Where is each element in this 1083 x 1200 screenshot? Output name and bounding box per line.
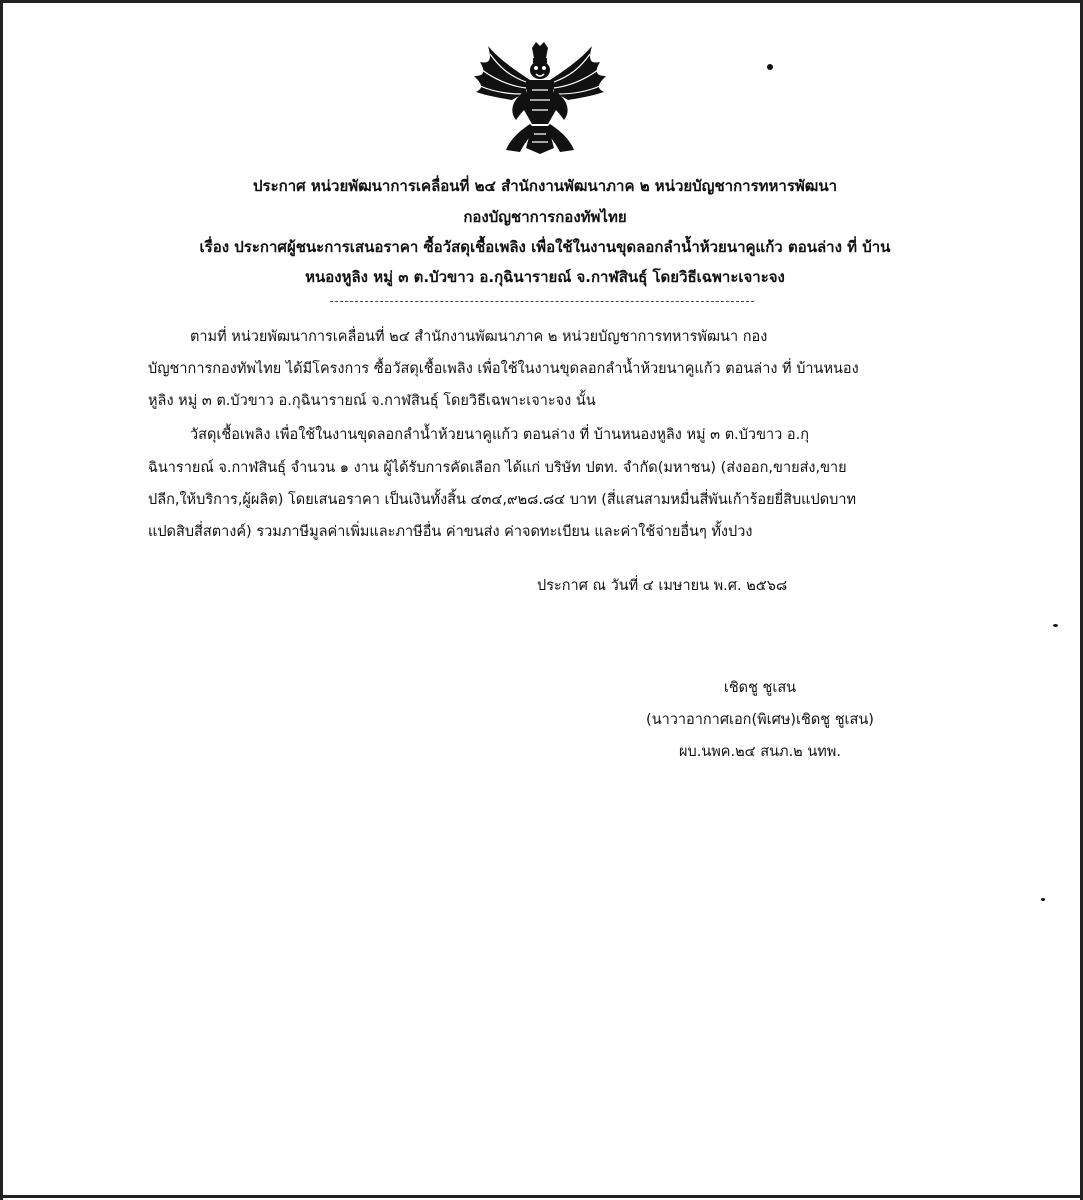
paragraph2-line4: แปดสิบสี่สตางค์) รวมภาษีมูลค่าเพิ่มและภาษีอื่น ค่าขนส่ง ค่าจดทะเบียน และค่าใช้จ่ายอื่นๆ ทั้งปวง: [148, 524, 753, 540]
garuda-emblem-icon: [470, 40, 610, 155]
paragraph2-line2: ฉินารายณ์ จ.กาฬสินธุ์ จำนวน ๑ งาน ผู้ได้รับการคัดเลือก ได้แก่ บริษัท ปตท. จำกัด(มหาชน) (ส่งออก,ขายส่ง,ขาย: [148, 460, 847, 476]
signature-name: เชิดชู ชูเสน: [723, 680, 797, 696]
paragraph1-line3: หูลิง หมู่ ๓ ต.บัวขาว อ.กุฉินารายณ์ จ.กาฬสินธุ์ โดยวิธีเฉพาะเจาะจง นั้น: [148, 393, 596, 409]
announcement-title-line1: ประกาศ หน่วยพัฒนาการเคลื่อนที่ ๒๔ สำนักงานพัฒนาภาค ๒ หน่วยบัญชาการทหารพัฒนา: [253, 177, 837, 195]
header-divider: [330, 301, 754, 302]
signature-position: ผบ.นพค.๒๔ สนภ.๒ นทพ.: [679, 744, 841, 760]
announcement-title-line2: กองบัญชาการกองทัพไทย: [463, 208, 627, 226]
scan-speck: [1041, 898, 1045, 901]
scan-border-bottom: [0, 1195, 1083, 1198]
announcement-subject-line2: หนองหูลิง หมู่ ๓ ต.บัวขาว อ.กุฉินารายณ์ จ.กาฬสินธุ์ โดยวิธีเฉพาะเจาะจง: [305, 268, 785, 286]
scan-border-left: [0, 0, 3, 1200]
scan-speck: [1053, 624, 1058, 627]
paragraph1-line1: ตามที่ หน่วยพัฒนาการเคลื่อนที่ ๒๔ สำนักงานพัฒนาภาค ๒ หน่วยบัญชาการทหารพัฒนา กอง: [190, 329, 768, 345]
paragraph2-line3: ปลีก,ให้บริการ,ผู้ผลิต) โดยเสนอราคา เป็นเงินทั้งสิ้น ๔๓๔,๙๒๘.๘๔ บาท (สี่แสนสามหมื่นสี่พันเก้าร้อยยี่สิบแปดบาท: [148, 492, 857, 508]
scan-border-top: [0, 0, 1083, 3]
paragraph2-line1: วัสดุเชื้อเพลิง เพื่อใช้ในงานขุดลอกลำน้ำห้วยนาคูแก้ว ตอนล่าง ที่ บ้านหนองหูลิง หมู่ ๓ ต.บัวขาว อ.กุ: [190, 427, 809, 443]
scan-speck: [767, 64, 773, 70]
announcement-subject-line1: เรื่อง ประกาศผู้ชนะการเสนอราคา ซื้อวัสดุเชื้อเพลิง เพื่อใช้ในงานขุดลอกลำน้ำห้วยนาคูแก้ว ตอนล่าง ที่ บ้าน: [199, 238, 891, 256]
announcement-date: ประกาศ ณ วันที่ ๔ เมษายน พ.ศ. ๒๕๖๘: [537, 578, 788, 594]
signature-full-name: (นาวาอากาศเอก(พิเศษ)เชิดชู ชูเสน): [646, 712, 874, 728]
paragraph1-line2: บัญชาการกองทัพไทย ได้มีโครงการ ซื้อวัสดุเชื้อเพลิง เพื่อใช้ในงานขุดลอกลำน้ำห้วยนาคูแก้ว ตอนล่าง ที่ บ้านหนอง: [148, 361, 859, 377]
